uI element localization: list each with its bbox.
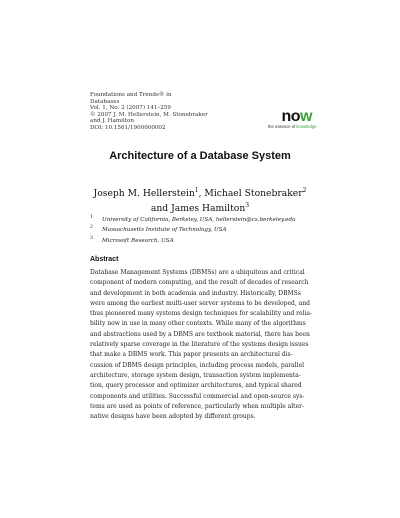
paper-title: Architecture of a Database System bbox=[109, 150, 291, 162]
abstract-line: were among the earliest multi-user server systems to be developed, and bbox=[90, 299, 310, 307]
publisher-logo bbox=[268, 108, 317, 129]
affiliation-text: Massachusetts Institute of Technology, USA bbox=[102, 227, 227, 234]
abstract-line: and abstractions used by a DBMS are textbook material, there has been bbox=[90, 330, 310, 338]
tagline-main: the essence of bbox=[268, 124, 297, 129]
publisher-logo-word bbox=[268, 109, 312, 124]
journal-line: Vol. 1, No. 2 (2007) 141–259 bbox=[90, 105, 171, 112]
abstract-line: native designs have been adopted by different groups. bbox=[90, 413, 256, 421]
author-name: , Michael Stonebraker bbox=[198, 188, 303, 200]
logo-word-accent: w bbox=[300, 108, 312, 125]
affiliation-text: University of California, Berkeley, USA, hellerstein@cs.berkeley.edu bbox=[102, 216, 296, 223]
author-affil-mark: 2 bbox=[302, 187, 307, 194]
journal-line: DOI: 10.1561/1900000002 bbox=[90, 124, 166, 131]
abstract-line: components and utilities. Successful commercial and open-source sys- bbox=[90, 392, 305, 400]
abstract-heading: Abstract bbox=[90, 256, 119, 263]
affiliation-text: Microsoft Research, USA bbox=[102, 237, 174, 244]
abstract-line: component of modern computing, and the result of decades of research bbox=[90, 279, 309, 287]
journal-line: and J. Hamilton bbox=[90, 118, 134, 125]
abstract-line: cussion of DBMS design principles, including process models, parallel bbox=[90, 361, 305, 369]
logo-word-main: no bbox=[281, 108, 301, 125]
author-affil-mark: 1 bbox=[194, 187, 199, 194]
abstract-line: bility now in use in many other contexts. While many of the algorithms bbox=[90, 320, 306, 328]
journal-line: Databases bbox=[90, 98, 120, 105]
journal-line: © 2007 J. M. Hellerstein, M. Stonebraker bbox=[90, 111, 208, 118]
abstract-line: thus pioneered many systems design techniques for scalability and relia- bbox=[90, 310, 312, 318]
journal-line: Foundations and Trends® in bbox=[90, 92, 172, 98]
affiliation-list bbox=[90, 214, 296, 245]
affiliation-number: 3 bbox=[90, 235, 93, 241]
author-affil-mark: 3 bbox=[245, 202, 250, 210]
journal-citation-block bbox=[90, 92, 240, 132]
affiliation-item bbox=[90, 214, 296, 224]
affiliation-number: 2 bbox=[90, 225, 93, 231]
abstract-line: tems are used as points of reference, particularly when multiple alter- bbox=[90, 402, 305, 410]
author-name: Joseph M. Hellerstein bbox=[93, 188, 195, 200]
abstract-line: relatively sparse coverage in the literature of the systems design issues bbox=[90, 341, 309, 349]
affiliation-number: 1 bbox=[90, 215, 93, 220]
author-list bbox=[0, 185, 400, 215]
author-line-2 bbox=[0, 200, 400, 215]
abstract-line: that make a DBMS work. This paper presents an architectural dis- bbox=[90, 351, 293, 359]
abstract-line: architecture, storage system design, transaction system implementa- bbox=[90, 371, 301, 379]
affiliation-item bbox=[90, 224, 296, 234]
tagline-accent: knowledge bbox=[296, 124, 317, 129]
abstract-body bbox=[90, 268, 312, 422]
publisher-tagline bbox=[268, 124, 317, 129]
author-name: and James Hamilton bbox=[150, 203, 246, 215]
abstract-line: Database Management Systems (DBMSs) are a ubiquitous and critical bbox=[90, 269, 305, 276]
affiliation-item bbox=[90, 235, 296, 245]
abstract-line: tion, query processor and optimizer architectures, and typical shared bbox=[90, 382, 302, 390]
author-line-1 bbox=[0, 185, 400, 200]
abstract-line: and development in both academia and industry. Historically, DBMSs bbox=[90, 289, 301, 297]
